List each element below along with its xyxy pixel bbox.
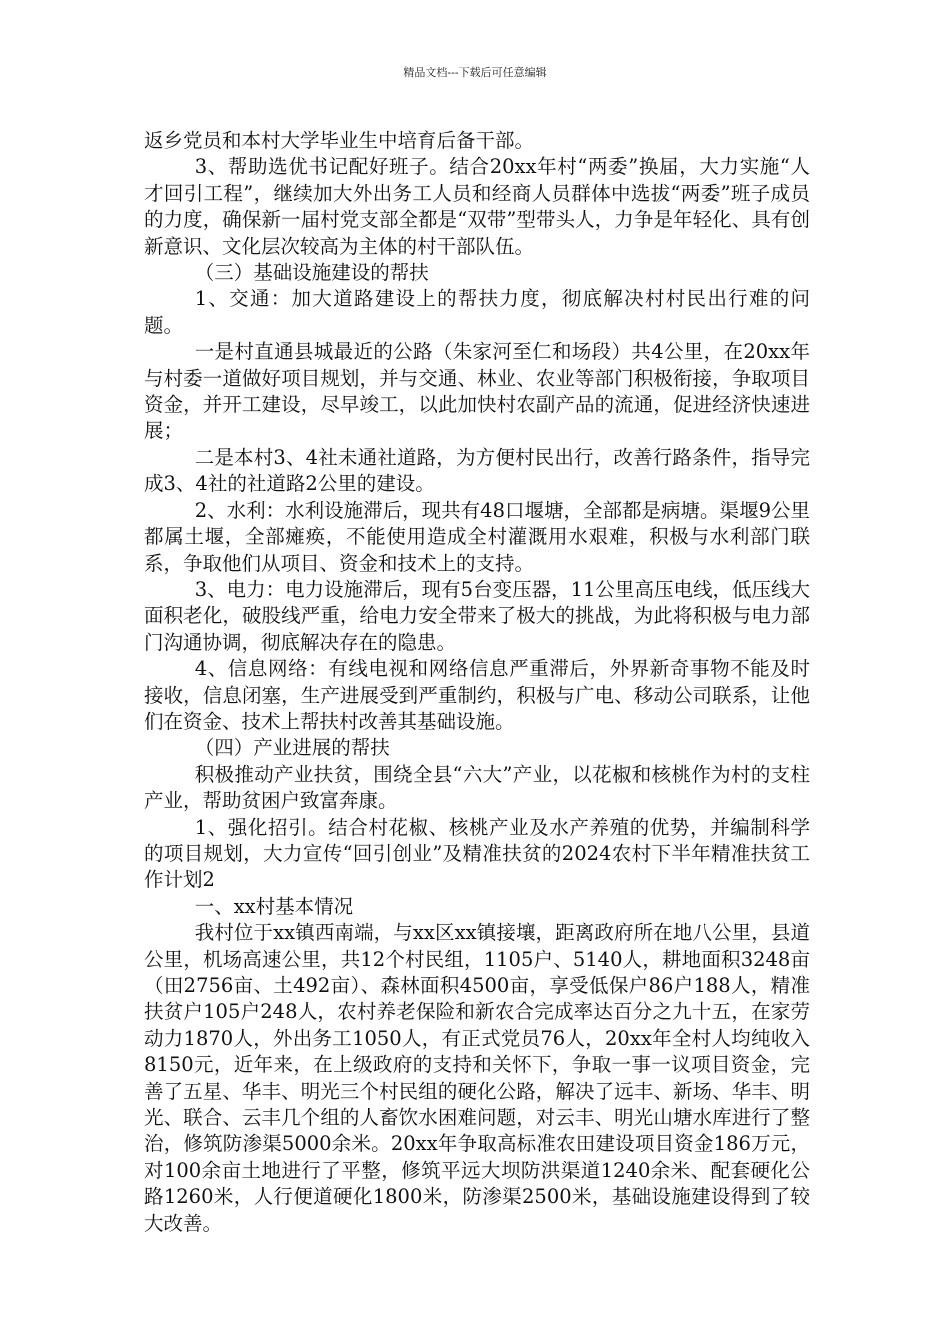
- document-body: [144, 128, 810, 1237]
- paragraph: 4、信息网络：有线电视和网络信息严重滞后，外界新奇事物不能及时接收，信息闭塞，生产进展受到严重制约，积极与广电、移动公司联系，让他们在资金、技术上帮扶村改善其基础设施。: [144, 657, 810, 733]
- paragraph: 1、强化招引。结合村花椒、核桃产业及水产养殖的优势，并编制科学的项目规划，大力宣传“回引创业”及精准扶贫的2024农村下半年精准扶贫工作计划2: [144, 815, 810, 892]
- section-heading: 一、xx村基本情况: [194, 894, 354, 918]
- paragraph: 1、交通：加大道路建设上的帮扶力度，彻底解决村村民出行难的问题。: [144, 287, 810, 337]
- paragraph: 积极推动产业扶贫，围绕全县“六大”产业，以花椒和核桃作为村的支柱产业，帮助贫困户致富奔康。: [144, 762, 810, 813]
- section-heading: （三）基础设施建设的帮扶: [194, 261, 429, 285]
- paragraph: 一是村直通县城最近的公路（朱家河至仁和场段）共4公里，在20xx年与村委一道做好项目规划，并与交通、林业、农业等部门积极衔接，争取项目资金，并开工建设，尽早竣工，以此加快村农副产品的流通，促进经济快速进展；: [144, 340, 810, 443]
- paragraph: 我村位于xx镇西南端，与xx区xx镇接壤，距离政府所在地八公里，县道公里，机场高速公里，共12个村民组，1105户、5140人，耕地面积3248亩（田2756亩、土492亩）、森林面积4500亩，享受低保户86户188人，精准扶贫户105户248人，农村养老保险和新农合完成率达百分之九十五，在家劳动力1870人，外出务工1050人，有正式党员76人，20xx年全村人均纯收入8150元，近年来，在上级政府的支持和关怀下，争取一事一议项目资金，完善了五星、华丰、明光三个村民组的硬化公路，解决了远丰、新场、华丰、明光、联合、云丰几个组的人畜饮水困难问题，对云丰、明光山塘水库进行了整治，修筑防渗渠5000余米。20xx年争取高标准农田建设项目资金186万元，对100余亩土地进行了平整，修筑平远大坝防洪渠道1240余米、配套硬化公路1260米，人行便道硬化1800米，防渗渠2500米，基础设施建设得到了较大改善。: [144, 921, 810, 1235]
- paragraph: 3、电力：电力设施滞后，现有5台变压器，11公里高压电线，低压线大面积老化，破股线严重，给电力安全带来了极大的挑战，为此将积极与电力部门沟通协调，彻底解决存在的隐患。: [144, 577, 810, 654]
- paragraph: 二是本村3、4社未通社道路，为方便村民出行，改善行路条件，指导完成3、4社的社道路2公里的建设。: [144, 445, 810, 496]
- paragraph: 3、帮助选优书记配好班子。结合20xx年村“两委”换届，大力实施“人才回引工程”，继续加大外出务工人员和经商人员群体中选拔“两委”班子成员的力度，确保新一届村党支部全都是“双带”型带头人，力争是年轻化、具有创新意识、文化层次较高为主体的村干部队伍。: [144, 155, 810, 258]
- paragraph: 返乡党员和本村大学毕业生中培育后备干部。: [144, 129, 535, 152]
- section-heading: （四）产业进展的帮扶: [194, 736, 390, 760]
- page-header: 精品文档---下载后可任意编辑: [403, 66, 547, 79]
- paragraph: 2、水利：水利设施滞后，现共有48口堰塘，全部都是病塘。渠堰9公里都属土堰，全部瘫痪，不能使用造成全村灌溉用水艰难，积极与水利部门联系，争取他们从项目、资金和技术上的支持。: [144, 498, 810, 575]
